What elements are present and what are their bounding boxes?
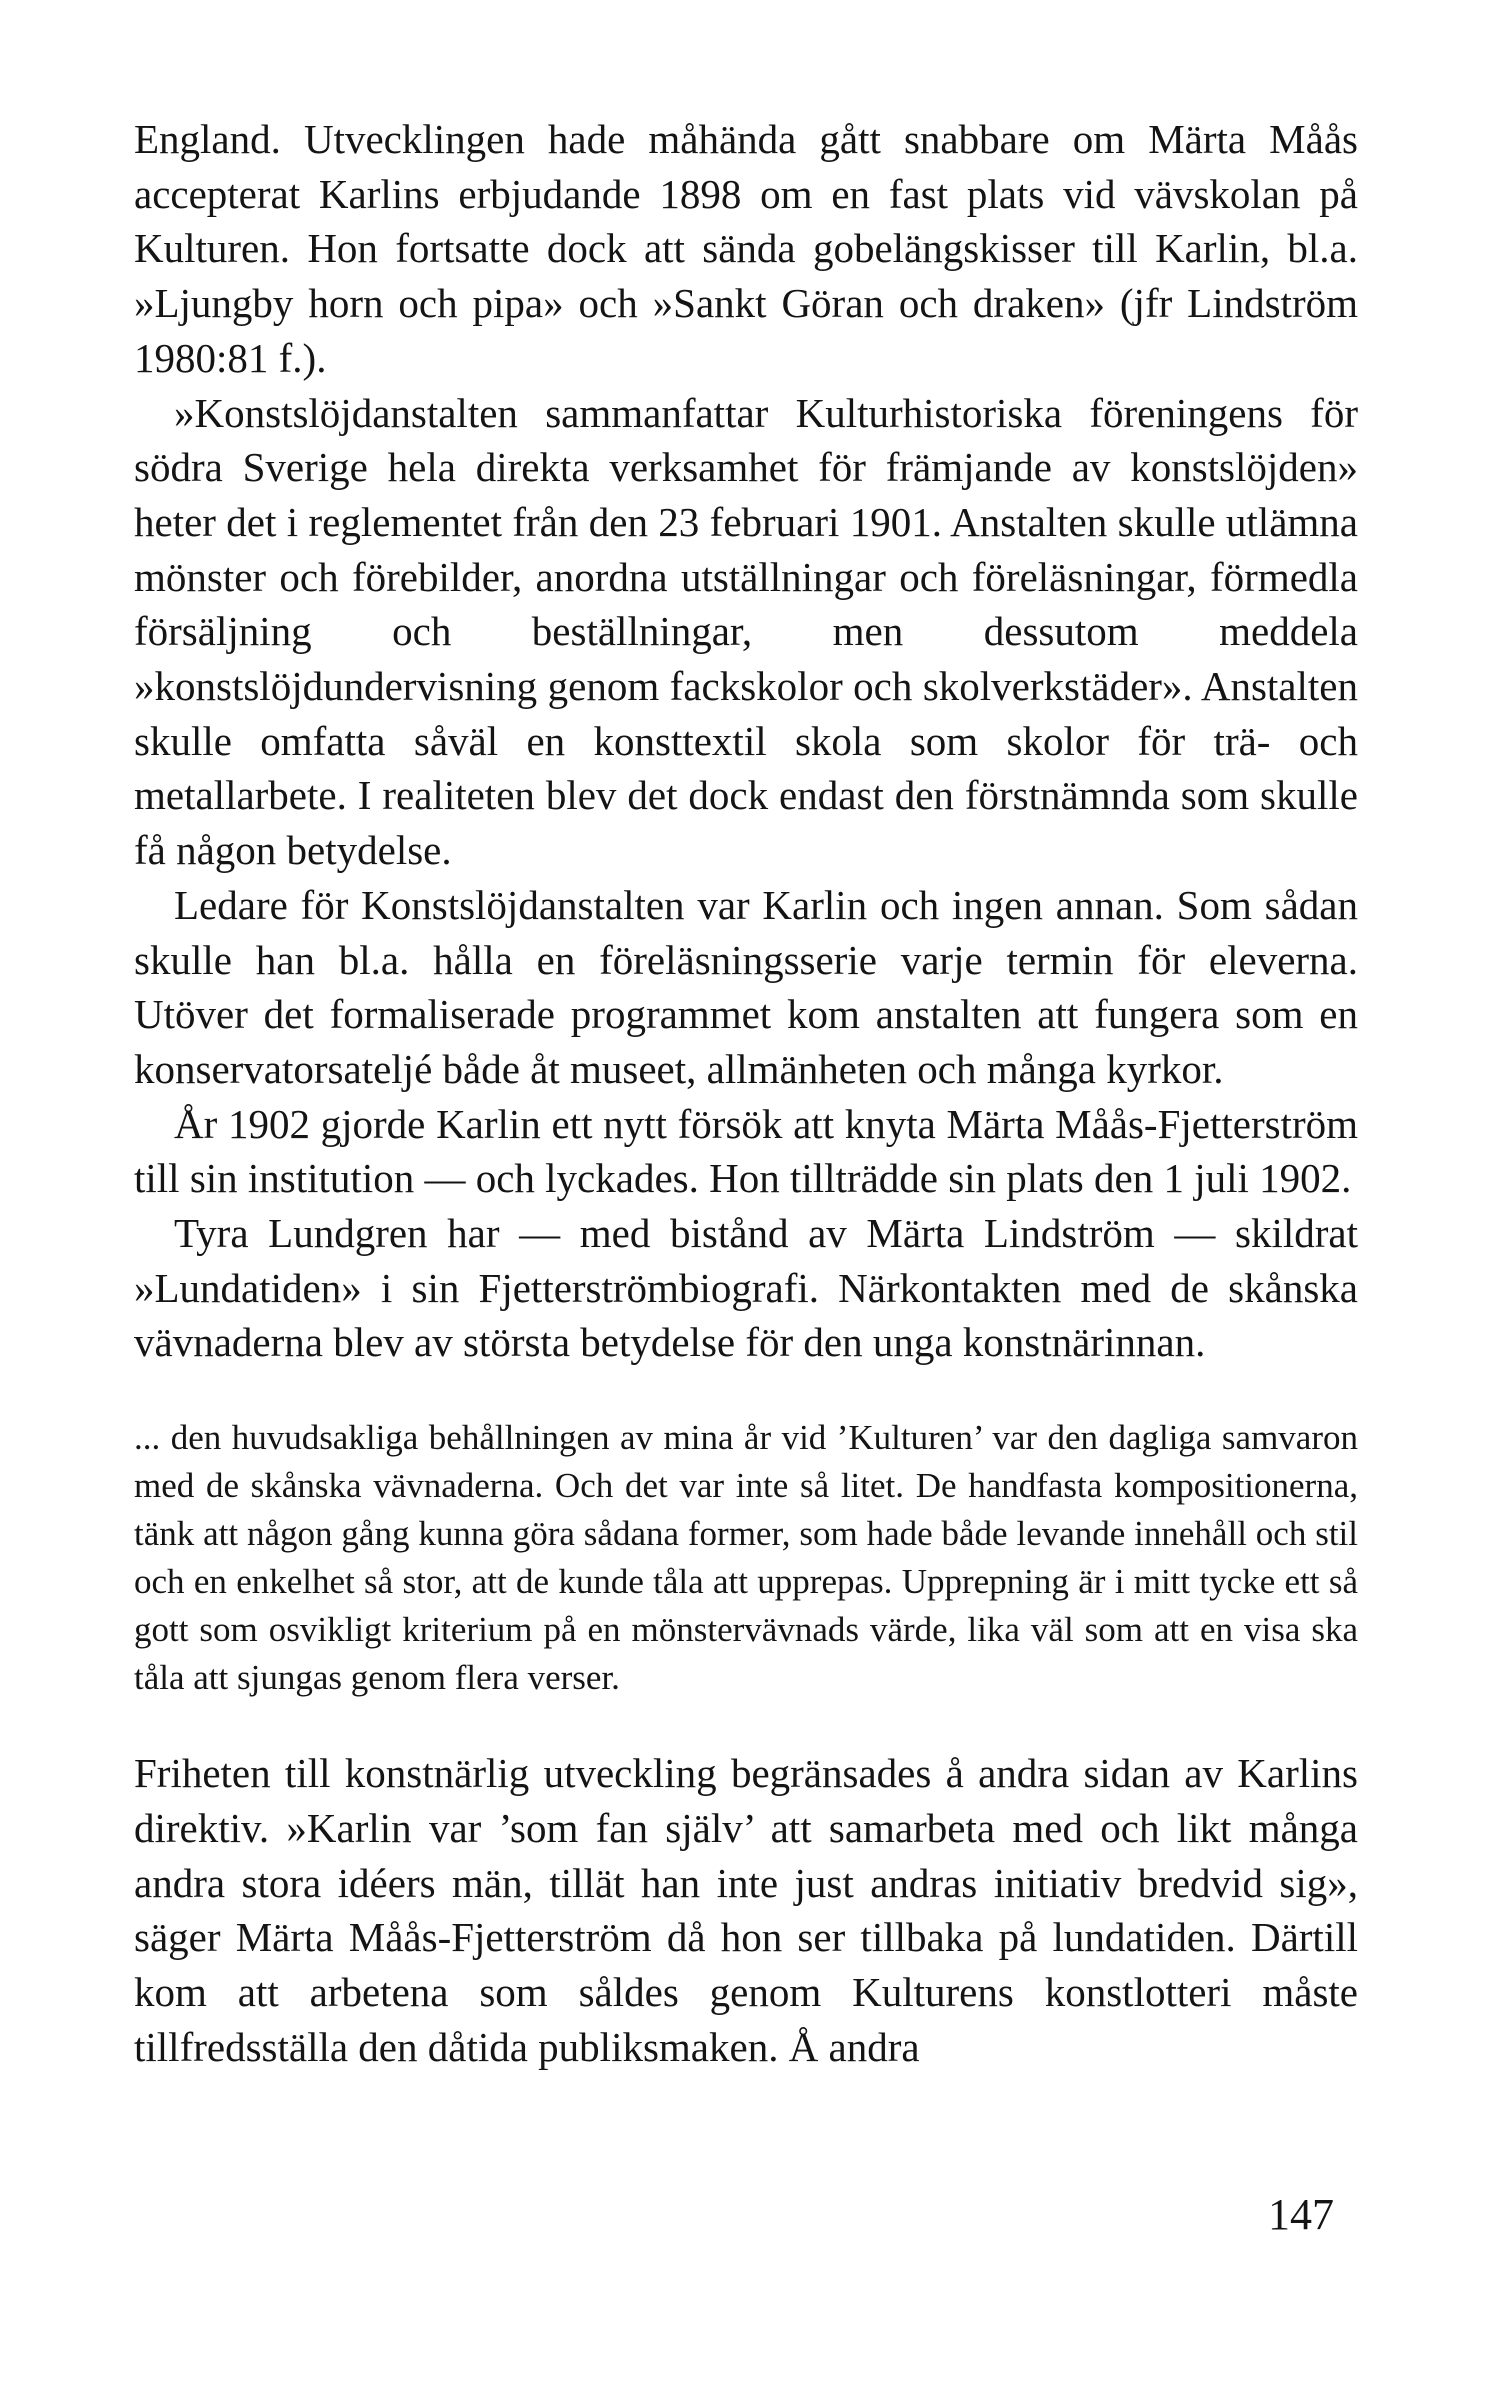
paragraph-3: Ledare för Konstslöjdanstalten var Karlin och ingen annan. Som sådan skulle han bl.a. hålla en föreläsningsserie varje termin för eleverna. Utöver det formaliserade programmet kom anstalten att fungera som en konservatorsateljé både åt museet, allmänheten och många kyrkor. [134, 881, 1358, 1092]
block-quote: ... den huvudsakliga behållningen av mina år vid ’Kulturen’ var den dagliga samvaron med de skånska vävnaderna. Och det var inte så litet. De handfasta kompositionerna, tänk att någon gång kunna göra sådana former, som hade både levande innehåll och stil och en enkelhet så stor, att de kunde tåla att upprepas. Upprepning är i mitt tycke ett så gott som osvikligt kriterium på en mönstervävnads värde, lika väl som att en visa ska tåla att sjungas genom flera verser. [134, 1418, 1358, 1698]
paragraph-5: Tyra Lundgren har — med bistånd av Märta Lindström — skildrat »Lundatiden» i sin Fjetterströmbiografi. Närkontakten med de skånska vävnaderna blev av största betydelse för den unga konstnärinnan. [134, 1210, 1358, 1366]
paragraph-6: Friheten till konstnärlig utveckling begränsades å andra sidan av Karlins direktiv. »Karlin var ’som fan själv’ att samarbeta med och likt många andra stora idéers män, tillät han inte just andras initiativ bredvid sig», säger Märta Måås-Fjetterström då hon ser tillbaka på lundatiden. Därtill kom att arbetena som såldes genom Kulturens konstlotteri måste tillfredsställa den dåtida publiksmaken. Å andra [134, 1750, 1358, 2070]
paragraph-4: År 1902 gjorde Karlin ett nytt försök att knyta Märta Måås-Fjetterström till sin institution — och lyckades. Hon tillträdde sin plats den 1 juli 1902. [134, 1100, 1358, 1202]
page-body [134, 112, 1358, 2074]
page-number: 147 [1268, 2190, 1334, 2239]
paragraph-2: »Konstslöjdanstalten sammanfattar Kulturhistoriska föreningens för södra Sverige hela direkta verksamhet för främjande av konstslöjden» heter det i reglementet från den 23 februari 1901. Anstalten skulle utlämna mönster och förebilder, anordna utställningar och föreläsningar, förmedla försäljning och beställningar, men dessutom meddela »konstslöjdundervisning genom fackskolor och skolverkstäder». Anstalten skulle omfatta såväl en konsttextil skola som skolor för trä- och metallarbete. I realiteten blev det dock endast den förstnämnda som skulle få någon betydelse. [134, 389, 1358, 874]
paragraph-1: England. Utvecklingen hade måhända gått snabbare om Märta Måås accepterat Karlins erbjudande 1898 om en fast plats vid vävskolan på Kulturen. Hon fortsatte dock att sända gobelängskisser till Karlin, bl.a. »Ljungby horn och pipa» och »Sankt Göran och draken» (jfr Lindström 1980:81 f.). [134, 116, 1358, 381]
